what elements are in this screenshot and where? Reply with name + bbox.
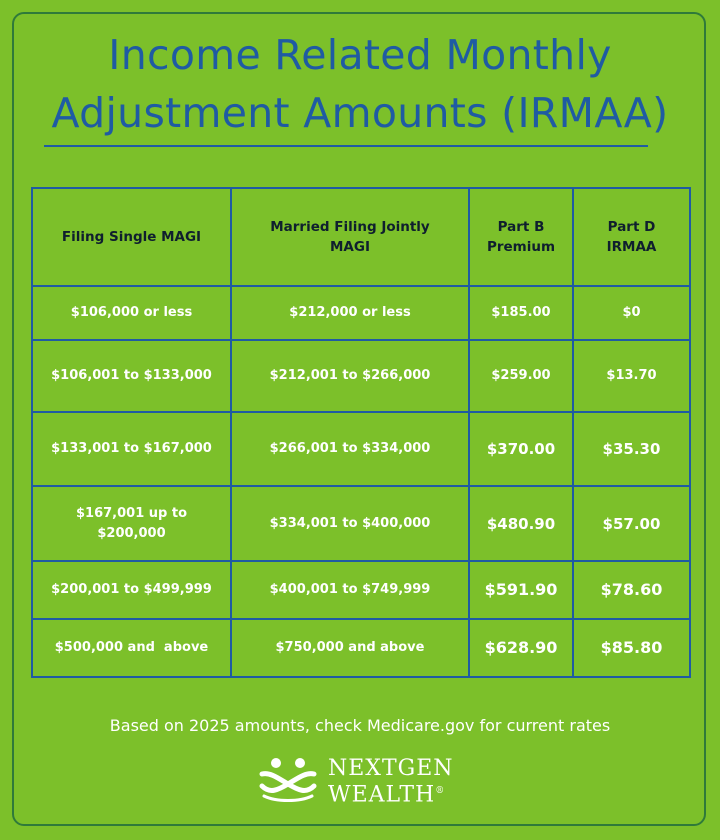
header-filing-single xyxy=(32,188,231,286)
logo-line-2-text: WEALTH xyxy=(328,782,436,808)
cell-filing-single-line2: $200,000 xyxy=(97,525,166,541)
cell-part-b: $591.90 xyxy=(469,561,573,619)
header-married-jointly-line2: MAGI xyxy=(330,239,370,255)
cell-filing-single xyxy=(32,486,231,561)
title-underline xyxy=(44,145,648,147)
cell-filing-single: $200,001 to $499,999 xyxy=(32,561,231,619)
header-part-d xyxy=(573,188,690,286)
registered-mark: ® xyxy=(435,786,446,796)
cell-married-jointly: $750,000 and above xyxy=(231,619,469,677)
cell-part-d: $13.70 xyxy=(573,340,690,412)
cell-part-d: $0 xyxy=(573,286,690,340)
nextgen-wealth-logo xyxy=(256,752,466,808)
header-filing-single-label: Filing Single MAGI xyxy=(61,229,202,245)
header-part-d-line2: IRMAA xyxy=(606,239,657,255)
table-row xyxy=(32,561,690,619)
cell-part-b: $185.00 xyxy=(469,286,573,340)
cell-married-jointly: $212,000 or less xyxy=(231,286,469,340)
cell-part-d: $57.00 xyxy=(573,486,690,561)
header-part-b-line1: Part B xyxy=(497,219,545,235)
header-part-b-line2: Premium xyxy=(486,239,556,255)
cell-part-b: $628.90 xyxy=(469,619,573,677)
table-row xyxy=(32,486,690,561)
header-row xyxy=(32,188,690,286)
table-row xyxy=(32,340,690,412)
cell-married-jointly: $266,001 to $334,000 xyxy=(231,412,469,486)
header-married-jointly xyxy=(231,188,469,286)
table-row xyxy=(32,286,690,340)
cell-part-d: $85.80 xyxy=(573,619,690,677)
cell-part-d: $35.30 xyxy=(573,412,690,486)
footer-note: Based on 2025 amounts, check Medicare.gov for current rates xyxy=(109,716,611,735)
cell-filing-single: $500,000 and above xyxy=(32,619,231,677)
cell-filing-single: $106,001 to $133,000 xyxy=(32,340,231,412)
cell-part-b: $259.00 xyxy=(469,340,573,412)
title-line-2: Adjustment Amounts (IRMAA) xyxy=(51,89,669,137)
cell-part-b: $370.00 xyxy=(469,412,573,486)
intertwined-figures-icon xyxy=(256,756,320,804)
cell-married-jointly: $212,001 to $266,000 xyxy=(231,340,469,412)
cell-married-jointly: $334,001 to $400,000 xyxy=(231,486,469,561)
cell-filing-single-line1: $167,001 up to xyxy=(75,505,187,521)
cell-part-d: $78.60 xyxy=(573,561,690,619)
table-row xyxy=(32,412,690,486)
cell-filing-single: $106,000 or less xyxy=(32,286,231,340)
table-row xyxy=(32,619,690,677)
header-married-jointly-line1: Married Filing Jointly xyxy=(270,219,430,235)
logo-line-2 xyxy=(328,780,454,806)
header-part-d-line1: Part D xyxy=(607,219,656,235)
logo-wordmark xyxy=(328,758,454,806)
title-line-1: Income Related Monthly xyxy=(108,31,612,79)
page-title xyxy=(0,26,720,142)
cell-married-jointly: $400,001 to $749,999 xyxy=(231,561,469,619)
header-part-b xyxy=(469,188,573,286)
logo-line-1: NEXTGEN xyxy=(328,756,454,781)
irmaa-table xyxy=(31,187,691,678)
cell-filing-single: $133,001 to $167,000 xyxy=(32,412,231,486)
cell-part-b: $480.90 xyxy=(469,486,573,561)
